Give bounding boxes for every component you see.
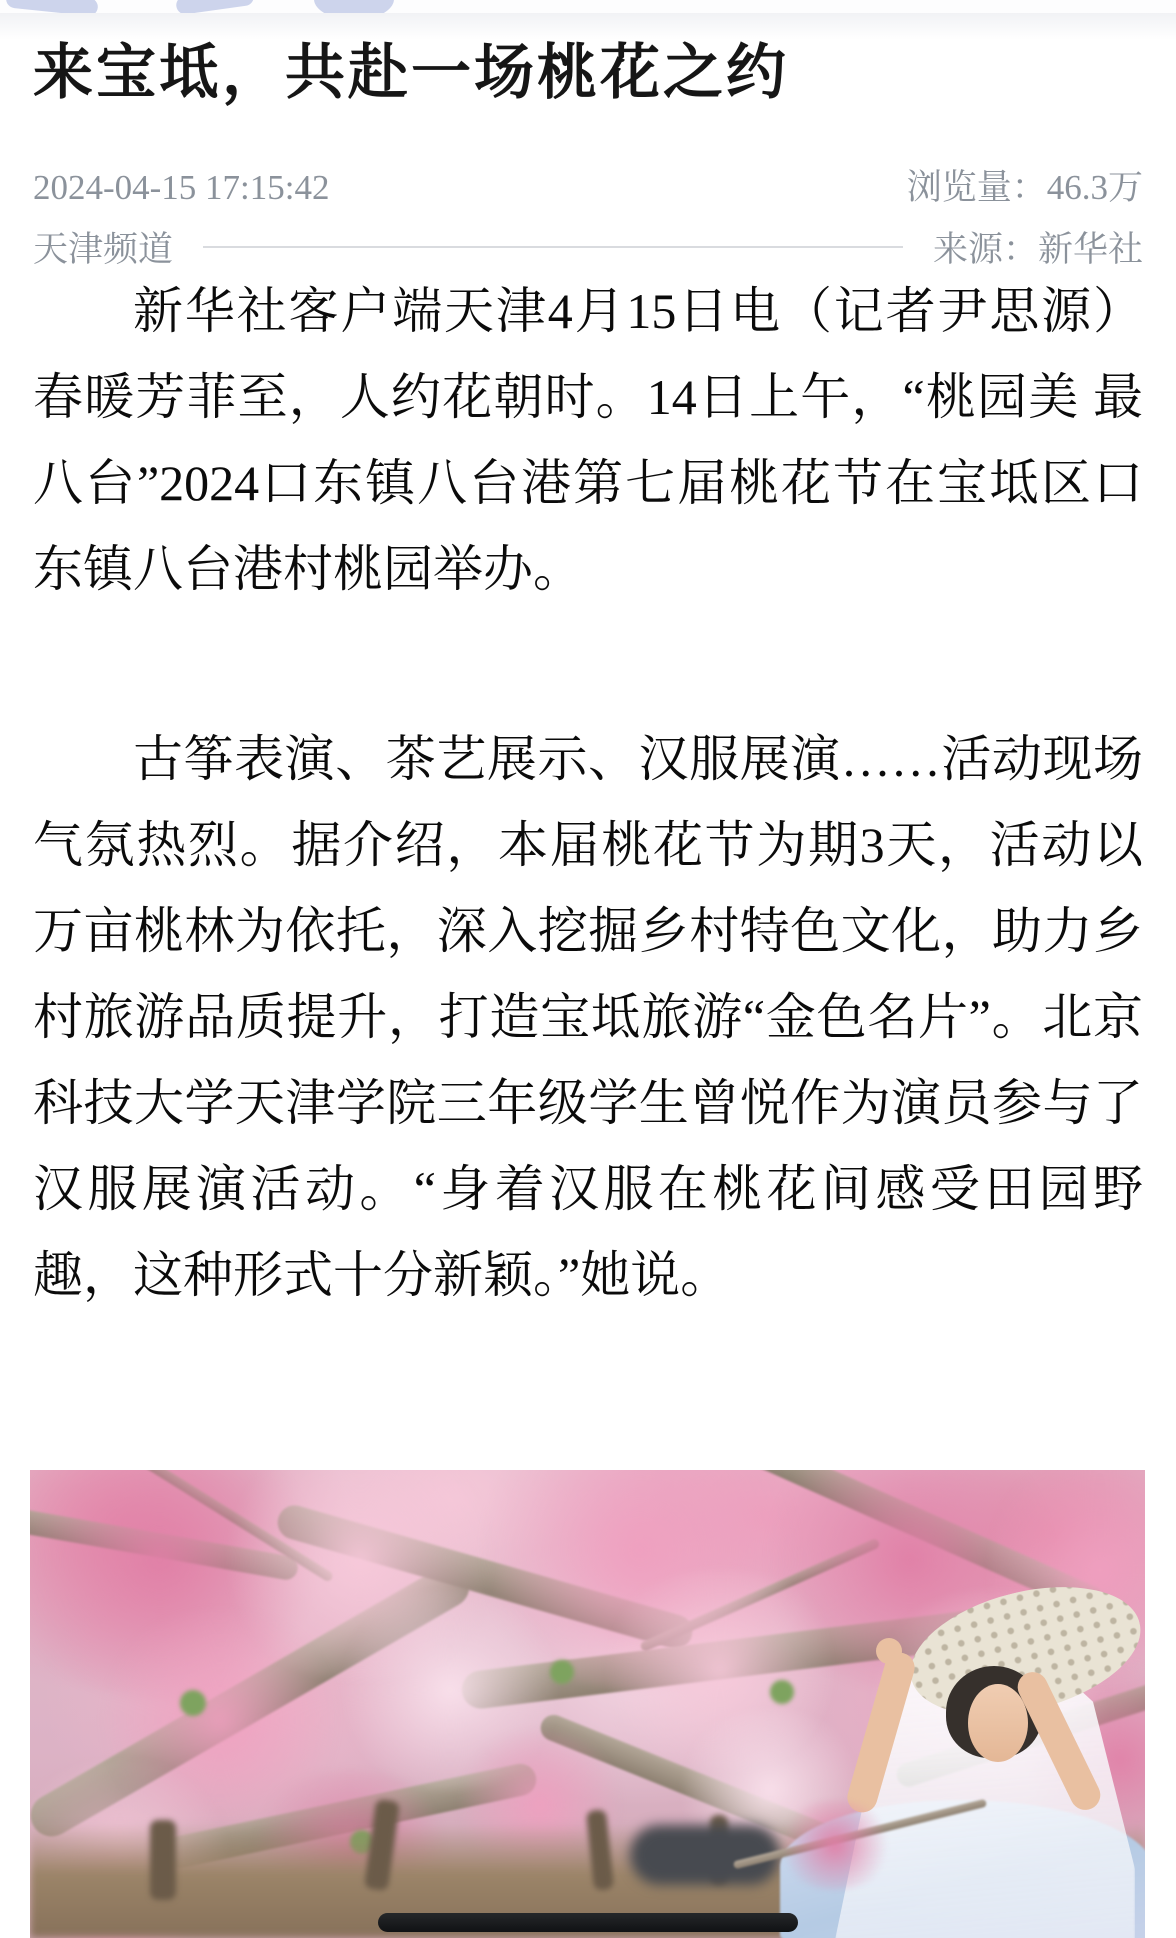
leaf (550, 1660, 574, 1684)
home-indicator[interactable] (378, 1913, 798, 1932)
view-count-value: 46.3万 (1046, 168, 1143, 207)
leaf (770, 1680, 794, 1704)
hand (876, 1638, 902, 1664)
page-title: 来宝坻，共赴一场桃花之约 (33, 39, 789, 106)
paragraph: 古筝表演、茶艺展示、汉服展演……活动现场气氛热烈。据介绍，本届桃花节为期3天，活动以万亩桃林为依托，深入挖掘乡村特色文化，助力乡村旅游品质提升，打造宝坻旅游“金色名片”。北京科技大学天津学院三年级学生曾悦作为演员参与了汉服展演活动。“身着汉服在桃花间感受田园野趣，这种形式十分新颖。”她说。 (33, 731, 1143, 1303)
header-graphic-fragment (314, 0, 394, 13)
article-photo (30, 1470, 1145, 1938)
paragraph: 新华社客户端天津4月15日电（记者尹思源）春暖芳菲至，人约花朝时。14日上午，“桃园美 最八台”2024口东镇八台港第七届桃花节在宝坻区口东镇八台港村桃园举办。 (33, 283, 1143, 597)
publish-datetime: 2024-04-15 17:15:42 (33, 168, 330, 207)
meta-row-datetime-views (33, 160, 1143, 210)
header-shadow (0, 13, 1176, 40)
article-body (33, 268, 1143, 1318)
view-count (907, 160, 1143, 210)
view-count-label: 浏览量： (906, 168, 1047, 207)
face (968, 1684, 1028, 1762)
divider-line (203, 246, 903, 248)
channel-label: 天津频道 (33, 230, 174, 269)
header-remnant (0, 0, 1176, 13)
header-graphic-fragment (175, 0, 255, 13)
leaf (180, 1690, 206, 1716)
blossom-cluster (775, 1800, 895, 1890)
source-label: 来源： (932, 230, 1038, 269)
source-value: 新华社 (1037, 230, 1143, 269)
tree-trunk (150, 1820, 176, 1900)
source (933, 222, 1143, 272)
header-graphic-fragment (5, 0, 98, 13)
meta-row-channel-source (33, 222, 1143, 272)
